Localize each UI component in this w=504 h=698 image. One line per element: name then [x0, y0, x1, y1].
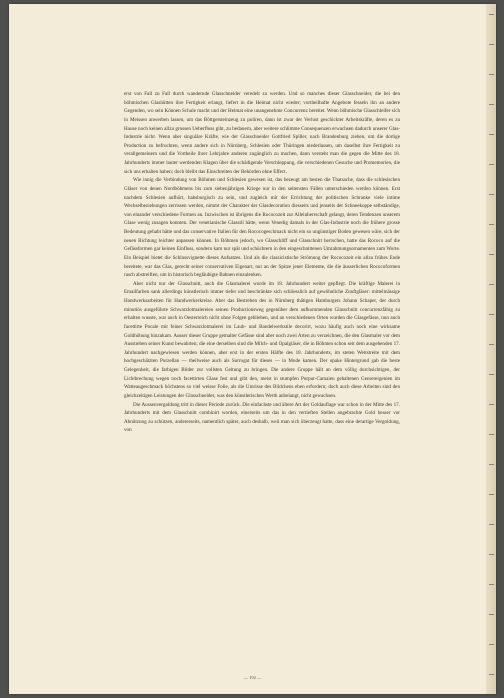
paragraph: Wie innig die Verbindung von Böhmen und Schlesien gewesen ist, das bezeugt am besten die Thatsache, dass die schlesischen Gläser von denen Nordböhmens bis zum siebenjährigen Kriege nur in den seltensten Fällen unterschieden werden können. Erst nachdem Schlesien aufhört, habsburgisch zu sein, und zugleich mit der Errichtung der politischen Schranke viele intime Wechselbeziehungen zerrissen werden, nimmt der Charakter der Glasdecoration diesseits und jenseits der Schneekoppe selbständige, von einander verschiedene Formen an. Inzwischen ist übrigens die Rococozeit zur Alleinherrschaft gelangt, deren Tendenzen unserem Glase wenig zusagen konnten. Der venetianische Glasstil hätte, wenn Venedig damals in der Glas-Industrie noch die frühere grosse Bedeutung gehabt hätte und das conservative Italien für den Rococogeschmack nicht ein so ungünstiger Boden gewesen wäre, sich der neuen Richtung leichter anpassen können. In Böhmen jedoch, wo Glasschliff und Glasschnitt herrschen, hatte das Rococo auf die Gefässformen gar keinen Einfluss, sondern kam nur spät und schüchtern in den eingeschnittenen Umrahmungsornamenten zum Worte. Ein Beispiel bietet die Schlussvignette dieses Aufsatzes. Und als die classicistische Strömung der Rococozeit ein allzu frühes Ende bereitete, war das Glas, gerecht seiner conservativen Eigenart, nur an der Spitze jener Elemente, die die äusserlichen Rococoformen rasch abstreiften, um in historisch begläubigte Bahnen einzulenken. [124, 177, 400, 279]
ruler-tick [489, 614, 494, 615]
ruler-tick [489, 404, 494, 405]
page-number: — 192 — [243, 675, 262, 680]
book-page [9, 4, 496, 694]
ruler-tick [489, 104, 494, 105]
paragraph: erst von Fall zu Fall durch wandernde Glasschneider veredelt zu werden. Und so manches dieser Glasschneider, die bei den böhmischen Glashütten ihre Fertigkeit erlangt, liefert in die Heimat nicht wieder; vortheilhafte Angebote fesseln ihn an andere Gegenden, wo sein Können Schule macht und der Heimat eine unangenehme Concurrenz bereitet. Wenn böhmische Glasschleifer sich in Meissen anwerben lassen, um das Böttgersteinzeug zu poliren, dann ist zwar der Verlust geschickter Arbeitskräfte, deren es zu Hause noch keinen allzu grossen Ueberfluss gibt, zu bedauern, aber weitere schlimme Consequenzen erwachsen dadurch unserer Glas-Industrie nicht. Wenn aber singuläre Kräfte, wie der Glasschneider Gottfried Spiller, nach Brandenburg ziehen, um die dortige Production zu befruchten, wenn andere sich in Nürnberg, Schlesien oder Thüringen niederlassen, um daselbst ihre Fertigkeit zu verallgemeinern und die Vortheile ihrer Lehrjahre anderen zugänglich zu machen, dann versteht man die gegen die Mitte des 18. Jahrhunderts immer lauter werdenden Klagen über die schädigende Verschleppung, die verschiedenen Gesuche und Promemorien, die sich uns erhalten haben; doch bleibt das Einschreiten der Behörden ohne Effect. [124, 91, 400, 175]
ruler-tick [489, 644, 494, 645]
ruler-tick [489, 164, 494, 165]
paragraph: Die Aussenvergoldung tritt in dieser Periode zurück. Die einfachste und ältere Art der Goldauflage war schon in der Mitte des 17. Jahrhunderts mit dem Glasschnitt combinirt worden, einerseits um das in den vertieften Stellen angebrachte Gold besser vor Abnützung zu schützen, andererseits, namentlich später, auch deshalb, weil man sich überzeugt hatte, dass eine derartige Vergoldung, von [124, 401, 400, 434]
ruler-tick [489, 314, 494, 315]
ruler-tick [489, 554, 494, 555]
ruler-tick [489, 14, 494, 15]
ruler-tick [489, 224, 494, 225]
ruler-tick [489, 344, 494, 345]
ruler-tick [489, 254, 494, 255]
ruler-tick [489, 524, 494, 525]
body-text [124, 90, 400, 665]
paragraph: Aber nicht nur der Glasschnitt, auch die Glasmalerei wurde im 18. Jahrhundert weiter gepflegt. Die kräftige Malerei in Emailfarben sank allerdings künstlerisch immer tiefer und beschränkte sich schliesslich auf gewöhnliche Zunftgläser: mittelmässige Handwerksarbeiten für Handwerkerkreise. Aber das Bestreben des in Nürnberg thätigen Hamburgers Johann Schaper, der durch minutiös ausgeführte Schwarzlotmalereien seinen Productionsweg gegenüber dem aufkommenden Glasschnitt concurrenzfähig zu erhalten wusste, war auch in Oesterreich nicht ohne Folgen geblieben, und an verschiedenen Orten wurden die Glasgefässe, nun auch facettirte Pocale mit feiner Schwarzlotmalerei im Laub- und Bandelwerkstile decorirt, wozu häufig auch noch eine wirksame Goldhöhung hinzukam. Ausser dieser Gruppe gemalter Gefässe sind aber noch zwei Arten zu verzeichnen, die den Glasmaler vor dem Ausstreben seiner Kunst bewahrten; die eine derselben sind die Milch- und Opalgläser, die in Böhmen schon seit dem ausgehenden 17. Jahrhundert nachgewiesen werden können, aber erst in der ersten Hälfte des 18. Jahrhunderts, im steten Wettstreite mit dem hochgeschätzten Porzellan — theilweise auch als Surrogat für dieses — in Mode kamen. Der opake Hintergrund gab die beste Gelegenheit, die farbigen Bilder zur vollsten Geltung zu bringen. Die andere Gruppe hält an dem völlig durchsichtigen, der Lichtbrechung wegen noch facettirten Glase fest und gibt den, meist in stumpfen Purpur-Camaieu gehaltenen Genrereigenien im Watteaugeschmack höchstens so viel weisse Folie, als die Umrisse des Bildchens eben erfordern; doch auch diese Arbeiten sind den gleichzeitigen Leistungen der Glasschneider, was den künstlerischen Werth anbelangt, nicht gewachsen. [124, 280, 400, 399]
ruler-tick [489, 134, 494, 135]
ruler-tick [489, 464, 494, 465]
ruler-tick [489, 434, 494, 435]
ruler-tick [489, 194, 494, 195]
ruler-tick [489, 284, 494, 285]
ruler-tick [489, 584, 494, 585]
ruler-tick [489, 74, 494, 75]
page-gutter-edge [486, 4, 496, 694]
ruler-tick [489, 494, 494, 495]
ruler-tick [489, 374, 494, 375]
ruler-tick [489, 44, 494, 45]
